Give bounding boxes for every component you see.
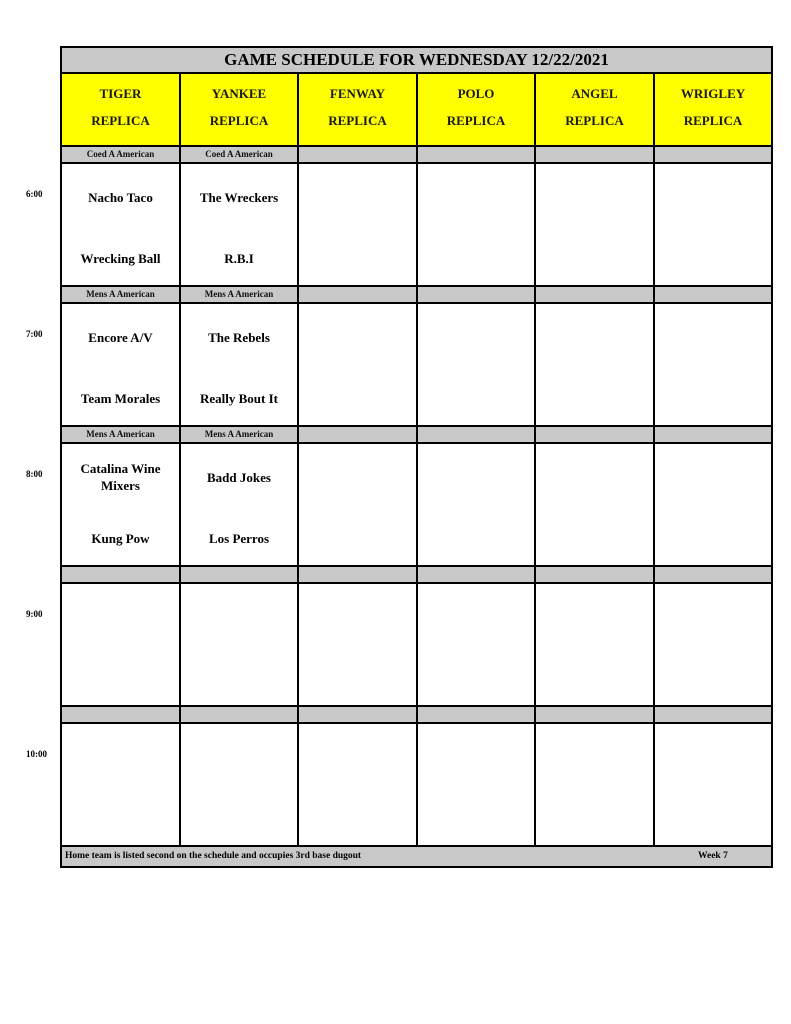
- game-cell-angel: [536, 444, 655, 565]
- division-label: [655, 287, 771, 302]
- home-team: [659, 379, 767, 417]
- game-cell-wrigley: [655, 444, 771, 565]
- game-cell-polo: [418, 724, 536, 845]
- division-label: [655, 567, 771, 582]
- away-team: [422, 738, 530, 776]
- field-name: ANGEL: [571, 86, 618, 101]
- division-label: Coed A American: [181, 147, 299, 162]
- field-name: FENWAY: [329, 86, 386, 101]
- schedule-title: GAME SCHEDULE FOR WEDNESDAY 12/22/2021: [62, 48, 771, 74]
- away-team: The Wreckers: [199, 189, 279, 205]
- game-cell-polo: [418, 584, 536, 705]
- home-team: [303, 239, 412, 277]
- home-team: [66, 799, 175, 837]
- division-label: [536, 147, 655, 162]
- division-label: [536, 427, 655, 442]
- division-label: [418, 567, 536, 582]
- home-team: [540, 799, 649, 837]
- away-team: [303, 178, 412, 216]
- away-team: [659, 598, 767, 636]
- week-label: Week 7: [698, 851, 728, 861]
- time-label: 8:00: [26, 469, 43, 479]
- game-cell-polo: [418, 164, 536, 285]
- game-cell-tiger: [62, 164, 181, 285]
- game-cell-tiger: [62, 724, 181, 845]
- away-team: [659, 178, 767, 216]
- time-slot-row: [62, 164, 771, 285]
- home-team: [303, 379, 412, 417]
- division-label: [181, 707, 299, 722]
- away-team: Catalina Wine Mixers: [80, 461, 161, 493]
- division-band: [62, 565, 771, 584]
- home-team: [422, 379, 530, 417]
- division-label: [299, 287, 418, 302]
- home-team: Wrecking Ball: [80, 250, 161, 266]
- field-subtitle: REPLICA: [209, 113, 269, 128]
- field-name: TIGER: [99, 86, 142, 101]
- division-label: [62, 567, 181, 582]
- home-team: [303, 519, 412, 557]
- division-band: [62, 705, 771, 724]
- away-team: [422, 458, 530, 496]
- game-cell-fenway: [299, 164, 418, 285]
- field-name: YANKEE: [211, 86, 267, 101]
- game-cell-angel: [536, 304, 655, 425]
- division-label: [62, 707, 181, 722]
- field-header-tiger: [62, 74, 181, 145]
- home-team: [540, 659, 649, 697]
- game-cell-yankee: [181, 584, 299, 705]
- game-cell-angel: [536, 164, 655, 285]
- time-slot-row: [62, 304, 771, 425]
- home-team: Kung Pow: [91, 530, 150, 546]
- division-band: [62, 425, 771, 444]
- home-team: [185, 799, 293, 837]
- field-name: WRIGLEY: [680, 86, 746, 101]
- division-label: Mens A American: [62, 427, 181, 442]
- division-label: [655, 707, 771, 722]
- game-cell-yankee: [181, 304, 299, 425]
- division-band: [62, 145, 771, 164]
- away-team: [659, 458, 767, 496]
- footer-bar: [62, 845, 771, 866]
- time-slot-row: [62, 444, 771, 565]
- away-team: [303, 598, 412, 636]
- home-team: [540, 519, 649, 557]
- home-team: [659, 519, 767, 557]
- away-team: Nacho Taco: [88, 189, 153, 205]
- division-label: [418, 427, 536, 442]
- game-cell-yankee: [181, 444, 299, 565]
- game-cell-polo: [418, 444, 536, 565]
- game-cell-fenway: [299, 444, 418, 565]
- schedule-sheet: [60, 46, 773, 868]
- away-team: Badd Jokes: [207, 469, 271, 485]
- field-subtitle: REPLICA: [446, 113, 506, 128]
- game-cell-tiger: [62, 304, 181, 425]
- away-team: [540, 738, 649, 776]
- division-label: [655, 427, 771, 442]
- game-cell-fenway: [299, 724, 418, 845]
- game-cell-angel: [536, 724, 655, 845]
- home-team: [422, 519, 530, 557]
- time-label: 9:00: [26, 609, 43, 619]
- time-label: 10:00: [26, 749, 47, 759]
- away-team: [540, 598, 649, 636]
- division-label: Coed A American: [62, 147, 181, 162]
- home-team: [303, 799, 412, 837]
- home-team: [66, 659, 175, 697]
- time-slot-row: [62, 584, 771, 705]
- division-label: [181, 567, 299, 582]
- division-label: [299, 707, 418, 722]
- division-label: [299, 427, 418, 442]
- time-label: 7:00: [26, 329, 43, 339]
- away-team: [540, 178, 649, 216]
- game-cell-tiger: [62, 444, 181, 565]
- away-team: [659, 738, 767, 776]
- home-team: [422, 659, 530, 697]
- home-team: [659, 239, 767, 277]
- game-cell-yankee: [181, 724, 299, 845]
- field-subtitle: REPLICA: [683, 113, 743, 128]
- home-team: [540, 239, 649, 277]
- field-subtitle: REPLICA: [565, 113, 624, 128]
- away-team: The Rebels: [208, 329, 270, 345]
- away-team: [303, 738, 412, 776]
- away-team: [185, 738, 293, 776]
- field-header-fenway: [299, 74, 418, 145]
- division-label: [299, 567, 418, 582]
- home-team: [659, 799, 767, 837]
- game-cell-wrigley: [655, 164, 771, 285]
- division-label: Mens A American: [62, 287, 181, 302]
- field-header-row: [62, 74, 771, 145]
- division-label: [418, 287, 536, 302]
- division-label: [418, 147, 536, 162]
- division-label: Mens A American: [181, 427, 299, 442]
- time-label: 6:00: [26, 189, 43, 199]
- field-header-angel: [536, 74, 655, 145]
- division-band: [62, 285, 771, 304]
- home-team: Really Bout It: [200, 390, 278, 406]
- away-team: [540, 458, 649, 496]
- home-team: [422, 799, 530, 837]
- away-team: [422, 598, 530, 636]
- division-label: [655, 147, 771, 162]
- field-header-polo: [418, 74, 536, 145]
- field-header-wrigley: [655, 74, 771, 145]
- field-name: POLO: [457, 86, 495, 101]
- game-cell-yankee: [181, 164, 299, 285]
- game-cell-angel: [536, 584, 655, 705]
- away-team: [303, 458, 412, 496]
- away-team: [66, 738, 175, 776]
- game-cell-wrigley: [655, 304, 771, 425]
- footer-note: Home team is listed second on the schedule and occupies 3rd base dugout: [65, 851, 362, 861]
- away-team: [659, 318, 767, 356]
- game-cell-fenway: [299, 304, 418, 425]
- division-label: [536, 287, 655, 302]
- home-team: [422, 239, 530, 277]
- game-cell-wrigley: [655, 724, 771, 845]
- division-label: [418, 707, 536, 722]
- field-subtitle: REPLICA: [91, 113, 150, 128]
- away-team: [422, 318, 530, 356]
- away-team: [66, 598, 175, 636]
- game-cell-tiger: [62, 584, 181, 705]
- game-cell-polo: [418, 304, 536, 425]
- game-cell-fenway: [299, 584, 418, 705]
- home-team: [185, 659, 293, 697]
- division-label: [299, 147, 418, 162]
- home-team: R.B.I: [224, 250, 254, 266]
- away-team: Encore A/V: [88, 329, 153, 345]
- field-subtitle: REPLICA: [328, 113, 387, 128]
- division-label: Mens A American: [181, 287, 299, 302]
- home-team: [540, 379, 649, 417]
- away-team: [540, 318, 649, 356]
- away-team: [422, 178, 530, 216]
- away-team: [303, 318, 412, 356]
- division-label: [536, 567, 655, 582]
- division-label: [536, 707, 655, 722]
- time-slot-row: [62, 724, 771, 845]
- away-team: [185, 598, 293, 636]
- field-header-yankee: [181, 74, 299, 145]
- home-team: [303, 659, 412, 697]
- home-team: Team Morales: [80, 390, 161, 406]
- home-team: [659, 659, 767, 697]
- game-cell-wrigley: [655, 584, 771, 705]
- home-team: Los Perros: [208, 530, 270, 546]
